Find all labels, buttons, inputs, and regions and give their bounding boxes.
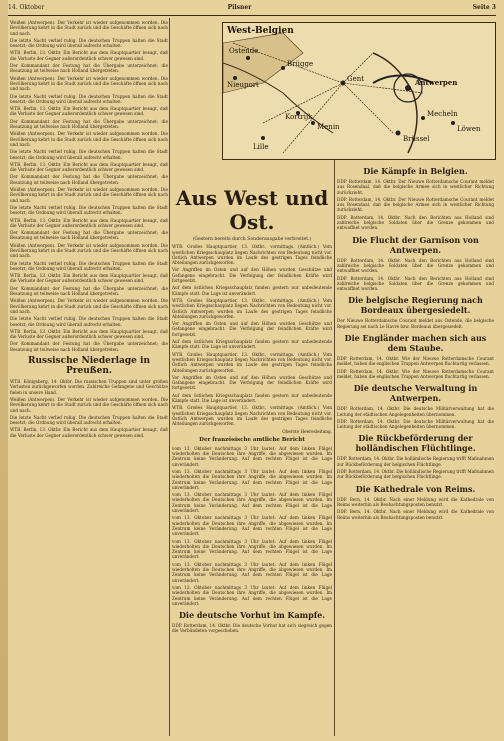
main-subhead: (Gestern bereits durch Sonderausgabe verbreitet.) bbox=[192, 237, 312, 242]
column-divider bbox=[169, 18, 170, 736]
right-heading: Die Rückbeförderung der holländischen Flüchtlinge. bbox=[355, 433, 476, 454]
right-body: DDP. Bern, 14. Oktbr. Nach einer Meldung wird die Kathedrale von Reims weiterhin als Beobachtungsposten benutzt. bbox=[337, 509, 494, 520]
left-paragraph: Weißen (Antwerpen). Der Verkehr ist wieder aufgenommen worden. Die Bevölkerung kehrt in die Stadt zurück und die Geschäfte öffnen sich nach und nach. bbox=[10, 298, 168, 314]
left-heading-body: WTB. Königsberg, 14. Oktbr. Die russischen Truppen sind unter großen Verlusten zurückgeworfen worden. Zahlreiche Gefangene und Geschütze fielen in unsere Hand. bbox=[10, 379, 168, 395]
main-paragraph: WTB. Großes Hauptquartier, 13. Oktbr., vormittags. (Amtlich.) Vom westlichen Kriegsschauplatz liegen Nachrichten von Bedeutung nicht vor. Östlich Antwerpen wurden im Laufe des gestrigen Tages feindliche Abteilungen zurückgeworfen. bbox=[172, 244, 332, 266]
left-paragraph: Die letzte Nacht verlief ruhig. Die deutschen Truppen halten die Stadt besetzt; die Ordnung wird überall aufrecht erhalten. bbox=[10, 260, 168, 271]
right-heading: Die Engländer machen sich aus dem Staube. bbox=[344, 333, 487, 354]
map-label-antwerpen: Antwerpen bbox=[415, 78, 458, 87]
right-body: DDP. Rotterdam, 14. Oktbr. Die holländische Regierung trifft Maßnahmen zur Rückbeförderung der belgischen Flüchtlinge. bbox=[337, 469, 494, 480]
main-paragraph: Vor Angriffen im Osten und auf den Höhen wurden Geschütze und Gefangene eingebracht. Die Verfolgung der feindlichen Kräfte wird fortgesetzt. bbox=[172, 267, 332, 284]
left-paragraph: Weißen (Antwerpen). Der Verkehr ist wieder aufgenommen worden. Die Bevölkerung kehrt in die Stadt zurück und die Geschäfte öffnen sich nach und nach. bbox=[10, 187, 168, 203]
left-paragraph: Weißen (Antwerpen). Der Verkehr ist wieder aufgenommen worden. Die Bevölkerung kehrt in die Stadt zurück und die Geschäfte öffnen sich nach und nach. bbox=[10, 131, 168, 147]
right-column bbox=[337, 162, 494, 736]
header-date: 14. Oktober bbox=[8, 4, 45, 11]
right-body: DDP. Rotterdam, 14. Oktbr. Wie der Nieuwe Rotterdamsche Courant meldet, haben die englischen Truppen Antwerpen fluchtartig verlassen. bbox=[337, 356, 494, 367]
main-sub1-body: vom 13. Oktober nachmittags 3 Uhr lautet: Auf dem linken Flügel wiederholten die Deutschen ihre Angriffe, die abgewiesen wurden. Im Zentrum keine Veränderung. Auf dem rechten Flügel ist die Lage unverändert. bbox=[172, 445, 332, 467]
right-body: DDP. Rotterdam, 14. Oktbr. Nach den Berichten aus Holland sind zahlreiche belgische Soldaten über die Grenze gekommen und entwaffnet worden. bbox=[337, 275, 494, 292]
left-paragraph: WTB. Berlin, 13. Oktbr. Ein Bericht aus dem Hauptquartier besagt, daß die Verluste der Gegner außerordentlich schwer gewesen sind. bbox=[10, 217, 168, 228]
map-label-lille: Lille bbox=[253, 143, 269, 151]
main-paragraph: Auf dem östlichen Kriegsschauplatz fanden gestern nur unbedeutende Kämpfe statt. Die Lage ist unverändert. bbox=[172, 285, 332, 296]
map-svg bbox=[223, 23, 495, 159]
right-body: DDP. Bern, 14. Oktbr. Nach einer Meldung wird die Kathedrale von Reims weiterhin als Beobachtungsposten benutzt. bbox=[337, 496, 494, 507]
map-west-belgium bbox=[222, 22, 496, 160]
left-paragraph: Weißen (Antwerpen). Der Verkehr ist wieder aufgenommen worden. Die Bevölkerung kehrt in die Stadt zurück und die Geschäfte öffnen sich nach und nach. bbox=[10, 75, 168, 92]
map-label-gent: Gent bbox=[347, 75, 365, 83]
left-paragraph: Die letzte Nacht verlief ruhig. Die deutschen Truppen halten die Stadt besetzt; die Ordnung wird überall aufrecht erhalten. bbox=[10, 316, 168, 327]
main-paragraph: Auf dem östlichen Kriegsschauplatz fanden gestern nur unbedeutende Kämpfe statt. Die Lage ist unverändert. bbox=[172, 339, 332, 350]
right-body: Der Nieuwe Rotterdamsche Courant meldet aus Ostende, die belgische Regierung sei nach Le Havre bzw. Bordeaux übergesiedelt. bbox=[337, 318, 494, 329]
main-paragraph: Auf dem östlichen Kriegsschauplatz fanden gestern nur unbedeutende Kämpfe statt. Die Lage ist unverändert. bbox=[172, 392, 332, 404]
header-page: Seite 3 bbox=[472, 4, 496, 11]
map-title: West-Belgien bbox=[227, 26, 294, 36]
left-paragraph: Die letzte Nacht verlief ruhig. Die deutschen Truppen halten die Stadt besetzt; die Ordnung wird überall aufrecht erhalten. bbox=[10, 37, 168, 49]
main-sub1-body: vom 13. Oktober nachmittags 3 Uhr lautet: Auf dem linken Flügel wiederholten die Deutschen ihre Angriffe, die abgewiesen wurden. Im Zentrum keine Veränderung. Auf dem rechten Flügel ist die Lage unverändert. bbox=[172, 538, 332, 560]
map-label-ostende: Ostende bbox=[229, 47, 259, 55]
left-paragraph: Der Kommandant der Festung hat die Übergabe unterzeichnet; die Besatzung ist teilweise nach Holland übergetreten. bbox=[10, 63, 168, 74]
right-body: DDP. Rotterdam, 14. Oktbr. Der Nieuwe Rotterdamsche Courant meldet aus Rosendaal, daß die belgische Armee sich in westlicher Richtung zurückzieht. bbox=[337, 196, 494, 213]
main-paragraph: WTB. Großes Hauptquartier, 13. Oktbr., vormittags. (Amtlich.) Vom westlichen Kriegsschauplatz liegen Nachrichten von Bedeutung nicht vor. Östlich Antwerpen wurden im Laufe des gestrigen Tages feindliche Abteilungen zurückgeworfen. bbox=[172, 297, 332, 319]
left-column bbox=[10, 20, 168, 736]
main-paragraph: WTB. Großes Hauptquartier, 13. Oktbr., vormittags. (Amtlich.) Vom westlichen Kriegsschauplatz liegen Nachrichten von Bedeutung nicht vor. Östlich Antwerpen wurden im Laufe des gestrigen Tages feindliche Abteilungen zurückgeworfen. bbox=[172, 405, 332, 427]
right-body: DDP. Rotterdam, 14. Oktbr. Die holländische Regierung trifft Maßnahmen zur Rückbeförderung der belgischen Flüchtlinge. bbox=[337, 456, 494, 467]
main-sub1-body: vom 13. Oktober nachmittags 3 Uhr lautet: Auf dem linken Flügel wiederholten die Deutschen ihre Angriffe, die abgewiesen wurden. Im Zentrum keine Veränderung. Auf dem rechten Flügel ist die Lage unverändert. bbox=[172, 584, 332, 606]
left-paragraph: WTB. Berlin, 13. Oktbr. Ein Bericht aus dem Hauptquartier besagt, daß die Verluste der Gegner außerordentlich schwer gewesen sind. bbox=[10, 273, 168, 284]
left-paragraph: Weißen (Antwerpen). Der Verkehr ist wieder aufgenommen worden. Die Bevölkerung kehrt in die Stadt zurück und die Geschäfte öffnen sich nach und nach. bbox=[10, 396, 168, 413]
left-paragraph: Die letzte Nacht verlief ruhig. Die deutschen Truppen halten die Stadt besetzt; die Ordnung wird überall aufrecht erhalten. bbox=[10, 149, 168, 160]
map-label-bruessel: Brüssel bbox=[403, 135, 430, 143]
left-paragraph: WTB. Berlin, 13. Oktbr. Ein Bericht aus dem Hauptquartier besagt, daß die Verluste der Gegner außerordentlich schwer gewesen sind. bbox=[10, 427, 168, 438]
page-header bbox=[8, 4, 496, 14]
page-edge bbox=[0, 0, 8, 741]
main-sub1-body: vom 13. Oktober nachmittags 3 Uhr lautet: Auf dem linken Flügel wiederholten die Deutschen ihre Angriffe, die abgewiesen wurden. Im Zentrum keine Veränderung. Auf dem rechten Flügel ist die Lage unverändert. bbox=[172, 561, 332, 583]
map-label-nieuport: Nieuport bbox=[227, 81, 259, 89]
right-heading: Die Kathedrale von Reims. bbox=[355, 483, 476, 494]
right-heading: Die Flucht der Garnison von Antwerpen. bbox=[352, 234, 479, 255]
left-paragraph: WTB. Berlin, 13. Oktbr. Ein Bericht aus dem Hauptquartier besagt, daß die Verluste der Gegner außerordentlich schwer gewesen sind. bbox=[10, 106, 168, 117]
left-paragraph: Der Kommandant der Festung hat die Übergabe unterzeichnet; die Besatzung ist teilweise nach Holland übergetreten. bbox=[10, 230, 168, 241]
column-divider bbox=[334, 160, 335, 736]
left-paragraph: WTB. Berlin, 13. Oktbr. Ein Bericht aus dem Hauptquartier besagt, daß die Verluste der Gegner außerordentlich schwer gewesen sind. bbox=[10, 50, 168, 61]
left-paragraph: Die letzte Nacht verlief ruhig. Die deutschen Truppen halten die Stadt besetzt; die Ordnung wird überall aufrecht erhalten. bbox=[10, 414, 168, 426]
map-label-mecheln: Mecheln bbox=[427, 110, 458, 118]
left-paragraph: Der Kommandant der Festung hat die Übergabe unterzeichnet; die Besatzung ist teilweise nach Holland übergetreten. bbox=[10, 285, 168, 297]
main-headline: Aus West und Ost. bbox=[175, 186, 329, 234]
right-body: DDP. Rotterdam, 14. Oktbr. Nach den Berichten aus Holland sind zahlreiche belgische Soldaten über die Grenze gekommen und entwaffnet worden. bbox=[337, 214, 494, 231]
header-title: Pilsner bbox=[227, 4, 252, 11]
map-label-kortrijk: Kortrijk bbox=[285, 113, 313, 121]
main-paragraph: WTB. Großes Hauptquartier, 13. Oktbr., vormittags. (Amtlich.) Vom westlichen Kriegsschauplatz liegen Nachrichten von Bedeutung nicht vor. Östlich Antwerpen wurden im Laufe des gestrigen Tages feindliche Abteilungen zurückgeworfen. bbox=[172, 351, 332, 373]
main-sub1-body: vom 13. Oktober nachmittags 3 Uhr lautet: Auf dem linken Flügel wiederholten die Deutschen ihre Angriffe, die abgewiesen wurden. Im Zentrum keine Veränderung. Auf dem rechten Flügel ist die Lage unverändert. bbox=[172, 468, 332, 490]
left-paragraph: WTB. Berlin, 13. Oktbr. Ein Bericht aus dem Hauptquartier besagt, daß die Verluste der Gegner außerordentlich schwer gewesen sind. bbox=[10, 161, 168, 173]
main-sub1-body: vom 13. Oktober nachmittags 3 Uhr lautet: Auf dem linken Flügel wiederholten die Deutschen ihre Angriffe, die abgewiesen wurden. Im Zentrum keine Veränderung. Auf dem rechten Flügel ist die Lage unverändert. bbox=[172, 492, 332, 514]
right-body: DDP. Rotterdam, 14. Oktbr. Die deutsche Militärverwaltung hat die Leitung der städtischen Angelegenheiten übernommen. bbox=[337, 406, 494, 417]
left-paragraph: Die letzte Nacht verlief ruhig. Die deutschen Truppen halten die Stadt besetzt; die Ordnung wird überall aufrecht erhalten. bbox=[10, 204, 168, 216]
main-paragraph: Vor Angriffen im Osten und auf den Höhen wurden Geschütze und Gefangene eingebracht. Die Verfolgung der feindlichen Kräfte wird fortgesetzt. bbox=[172, 374, 332, 391]
left-heading: Russische Niederlage in Preußen. bbox=[27, 356, 151, 377]
right-body: DDP. Rotterdam, 14. Oktbr. Die deutsche Militärverwaltung hat die Leitung der städtischen Angelegenheiten übernommen. bbox=[337, 418, 494, 430]
right-heading: Die deutsche Verwaltung in Antwerpen. bbox=[353, 383, 478, 404]
left-paragraph: WTB. Berlin, 13. Oktbr. Ein Bericht aus dem Hauptquartier besagt, daß die Verluste der Gegner außerordentlich schwer gewesen sind. bbox=[10, 328, 168, 340]
main-sub2-body: DDP. Rotterdam, 14. Oktbr. Die deutsche Vorhut hat sich siegreich gegen die Verbündeten vorgeschoben. bbox=[172, 623, 332, 634]
main-signature: Oberste Heeresleitung. bbox=[282, 428, 332, 434]
main-sub2-heading: Die deutsche Vorhut im Kampfe. bbox=[178, 610, 326, 621]
map-label-bruegge: Brügge bbox=[287, 60, 314, 68]
right-body: DDP. Rotterdam, 14. Oktbr. Wie der Nieuwe Rotterdamsche Courant meldet, haben die englischen Truppen Antwerpen fluchtartig verlassen. bbox=[337, 368, 494, 379]
main-sub1-body: vom 13. Oktober nachmittags 3 Uhr lautet: Auf dem linken Flügel wiederholten die Deutschen ihre Angriffe, die abgewiesen wurden. Im Zentrum keine Veränderung. Auf dem rechten Flügel ist die Lage unverändert. bbox=[172, 515, 332, 537]
main-sub1-heading: Der französische amtliche Bericht bbox=[199, 436, 305, 443]
right-body: DDP. Rotterdam, 14. Oktbr. Der Nieuwe Rotterdamsche Courant meldet aus Rosendaal, daß die belgische Armee sich in westlicher Richtung zurückzieht. bbox=[337, 179, 494, 195]
left-paragraph: Weißen (Antwerpen). Der Verkehr ist wieder aufgenommen worden. Die Bevölkerung kehrt in die Stadt zurück und die Geschäfte öffnen sich nach und nach. bbox=[10, 242, 168, 259]
left-paragraph: Weißen (Antwerpen). Der Verkehr ist wieder aufgenommen worden. Die Bevölkerung kehrt in die Stadt zurück und die Geschäfte öffnen sich nach und nach. bbox=[10, 20, 168, 36]
right-body: DDP. Rotterdam, 14. Oktbr. Nach den Berichten aus Holland sind zahlreiche belgische Soldaten über die Grenze gekommen und entwaffnet worden. bbox=[337, 257, 494, 274]
map-label-loewen: Löwen bbox=[457, 125, 481, 133]
right-heading: Die Kämpfe in Belgien. bbox=[363, 166, 468, 176]
left-paragraph: Der Kommandant der Festung hat die Übergabe unterzeichnet; die Besatzung ist teilweise nach Holland übergetreten. bbox=[10, 118, 168, 130]
left-paragraph: Die letzte Nacht verlief ruhig. Die deutschen Truppen halten die Stadt besetzt; die Ordnung wird überall aufrecht erhalten. bbox=[10, 93, 168, 104]
main-paragraph: Vor Angriffen im Osten und auf den Höhen wurden Geschütze und Gefangene eingebracht. Die Verfolgung der feindlichen Kräfte wird fortgesetzt. bbox=[172, 321, 332, 337]
left-paragraph: Der Kommandant der Festung hat die Übergabe unterzeichnet; die Besatzung ist teilweise nach Holland übergetreten. bbox=[10, 341, 168, 352]
middle-column bbox=[172, 162, 332, 736]
right-heading: Die belgische Regierung nach Bordeaux übergesiedelt. bbox=[348, 295, 483, 316]
header-rule bbox=[8, 15, 496, 16]
left-paragraph: Der Kommandant der Festung hat die Übergabe unterzeichnet; die Besatzung ist teilweise nach Holland übergetreten. bbox=[10, 174, 168, 185]
map-label-menin: Menin bbox=[317, 123, 340, 131]
